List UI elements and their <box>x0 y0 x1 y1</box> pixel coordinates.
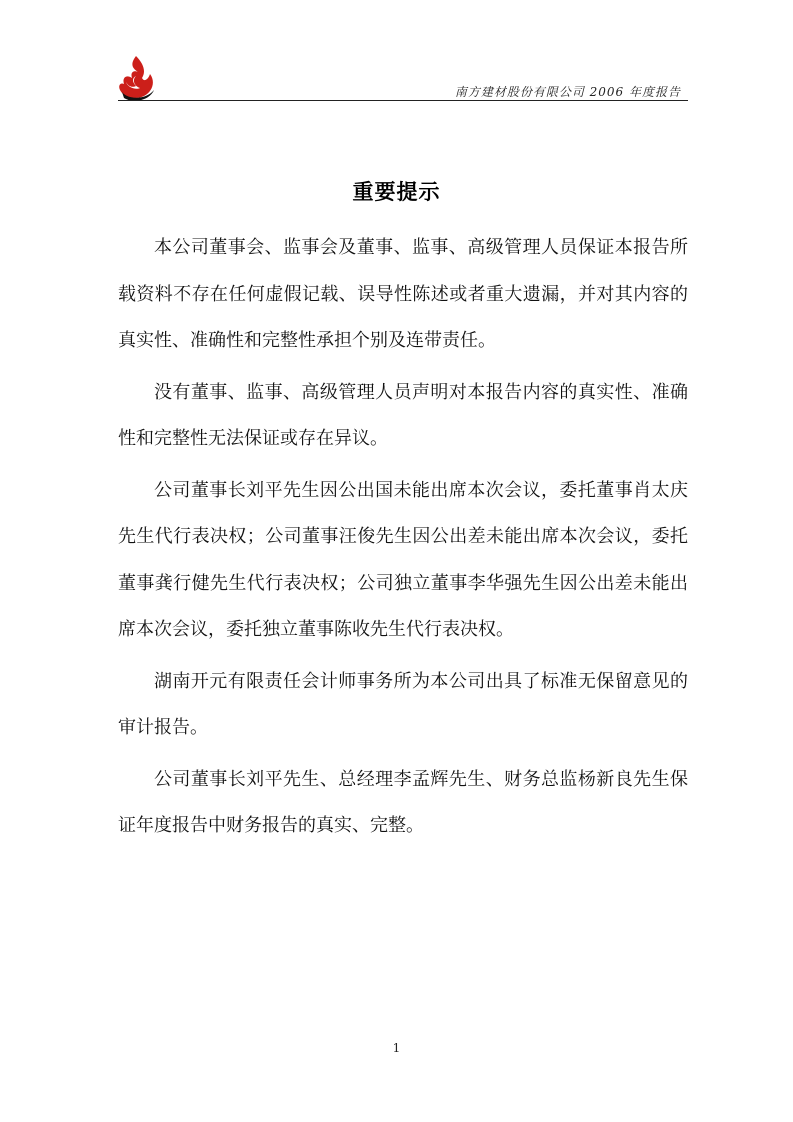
report-header-title: 南方建材股份有限公司 2006 年度报告 <box>454 85 681 99</box>
flame-logo-icon <box>112 52 160 102</box>
header-divider <box>118 100 688 101</box>
page-title: 重要提示 <box>352 180 441 204</box>
document-body <box>118 225 688 855</box>
paragraph-financial-assurance: 公司董事长刘平先生、总经理李孟辉先生、财务总监杨新良先生保证年度报告中财务报告的真实、完整。 <box>118 768 688 836</box>
paragraph-no-objection: 没有董事、监事、高级管理人员声明对本报告内容的真实性、准确性和完整性无法保证或存在异议。 <box>118 381 688 449</box>
company-logo-icon <box>112 52 160 102</box>
page-number: 1 <box>392 1041 401 1055</box>
paragraph-proxy-voting: 公司董事长刘平先生因公出国未能出席本次会议，委托董事肖太庆先生代行表决权；公司董事汪俊先生因公出差未能出席本次会议，委托董事龚行健先生代行表决权；公司独立董事李华强先生因公出差未能出席本次会议，委托独立董事陈收先生代行表决权。 <box>118 479 688 640</box>
paragraph-audit-opinion: 湖南开元有限责任会计师事务所为本公司出具了标准无保留意见的审计报告。 <box>118 670 688 738</box>
paragraph-board-guarantee: 本公司董事会、监事会及董事、监事、高级管理人员保证本报告所载资料不存在任何虚假记载、误导性陈述或者重大遗漏，并对其内容的真实性、准确性和完整性承担个别及连带责任。 <box>118 237 688 351</box>
